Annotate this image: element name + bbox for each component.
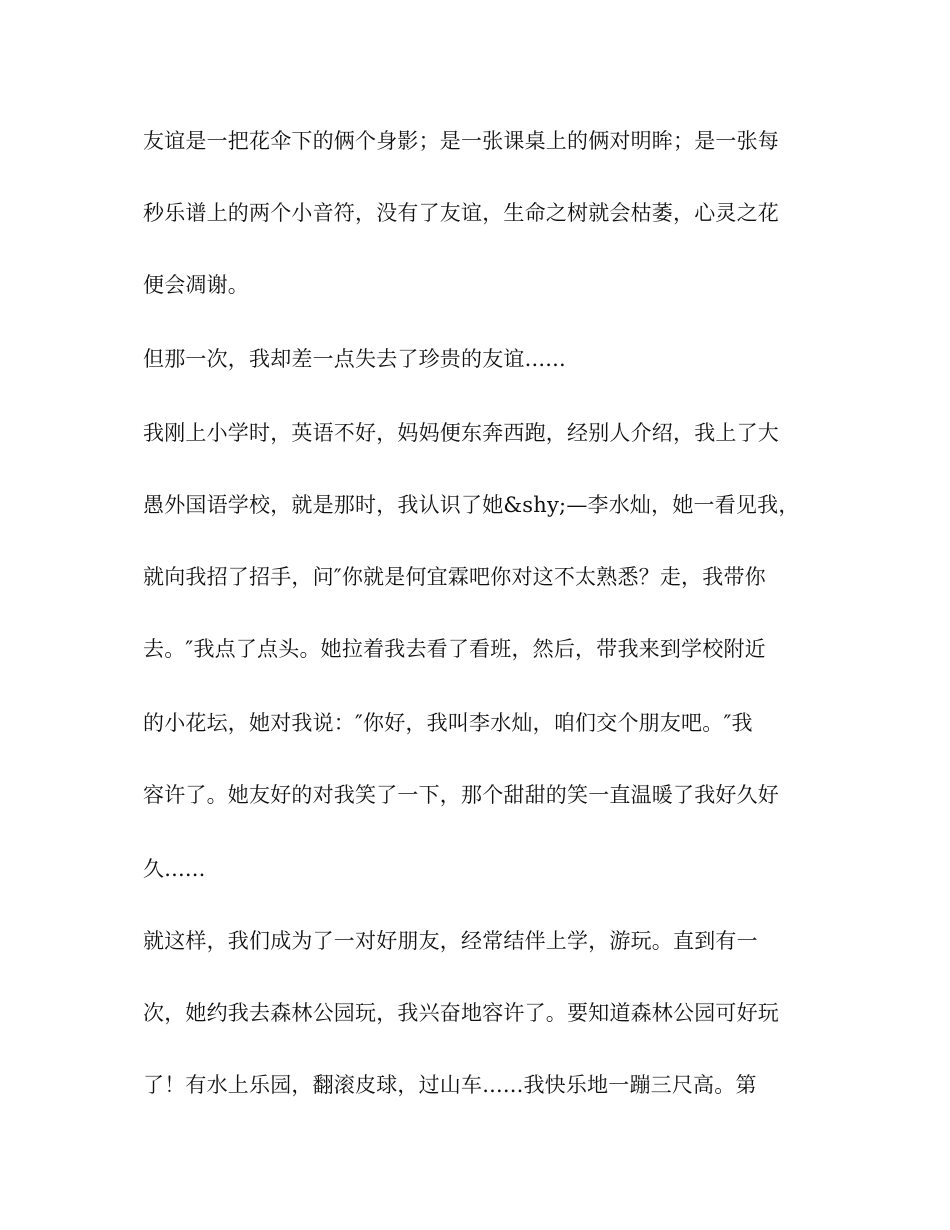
text-line-12: 就这样，我们成为了一对好朋友，经常结伴上学，游玩。直到有一	[143, 929, 758, 953]
text-line-1: 友谊是一把花伞下的俩个身影；是一张课桌上的俩对明眸；是一张每	[143, 129, 779, 153]
text-line-14: 了！有水上乐园，翻滚皮球，过山车......我快乐地一蹦三尺高。第	[143, 1073, 757, 1097]
text-line-13: 次，她约我去森林公园玩，我兴奋地容许了。要知道森林公园可好玩	[143, 1001, 779, 1025]
text-line-3: 便会凋谢。	[143, 273, 249, 297]
text-line-6: 愚外国语学校，就是那时，我认识了她&shy;—李水灿，她一看见我，	[143, 493, 800, 517]
text-line-8: 去。″我点了点头。她拉着我去看了看班，然后，带我来到学校附近	[143, 637, 766, 661]
text-line-2: 秒乐谱上的两个小音符，没有了友谊，生命之树就会枯萎，心灵之花	[143, 201, 779, 225]
text-line-9: 的小花坛，她对我说：″你好，我叫李水灿，咱们交个朋友吧。″我	[143, 711, 753, 735]
text-line-5: 我刚上小学时，英语不好，妈妈便东奔西跑，经别人介绍，我上了大	[143, 421, 779, 445]
text-line-4: 但那一次，我却差一点失去了珍贵的友谊......	[143, 347, 566, 371]
text-line-10: 容许了。她友好的对我笑了一下，那个甜甜的笑一直温暖了我好久好	[143, 783, 779, 807]
text-line-11: 久......	[143, 857, 206, 881]
text-line-7: 就向我招了招手，问″你就是何宜霖吧你对这不太熟悉？走，我带你	[143, 565, 766, 589]
